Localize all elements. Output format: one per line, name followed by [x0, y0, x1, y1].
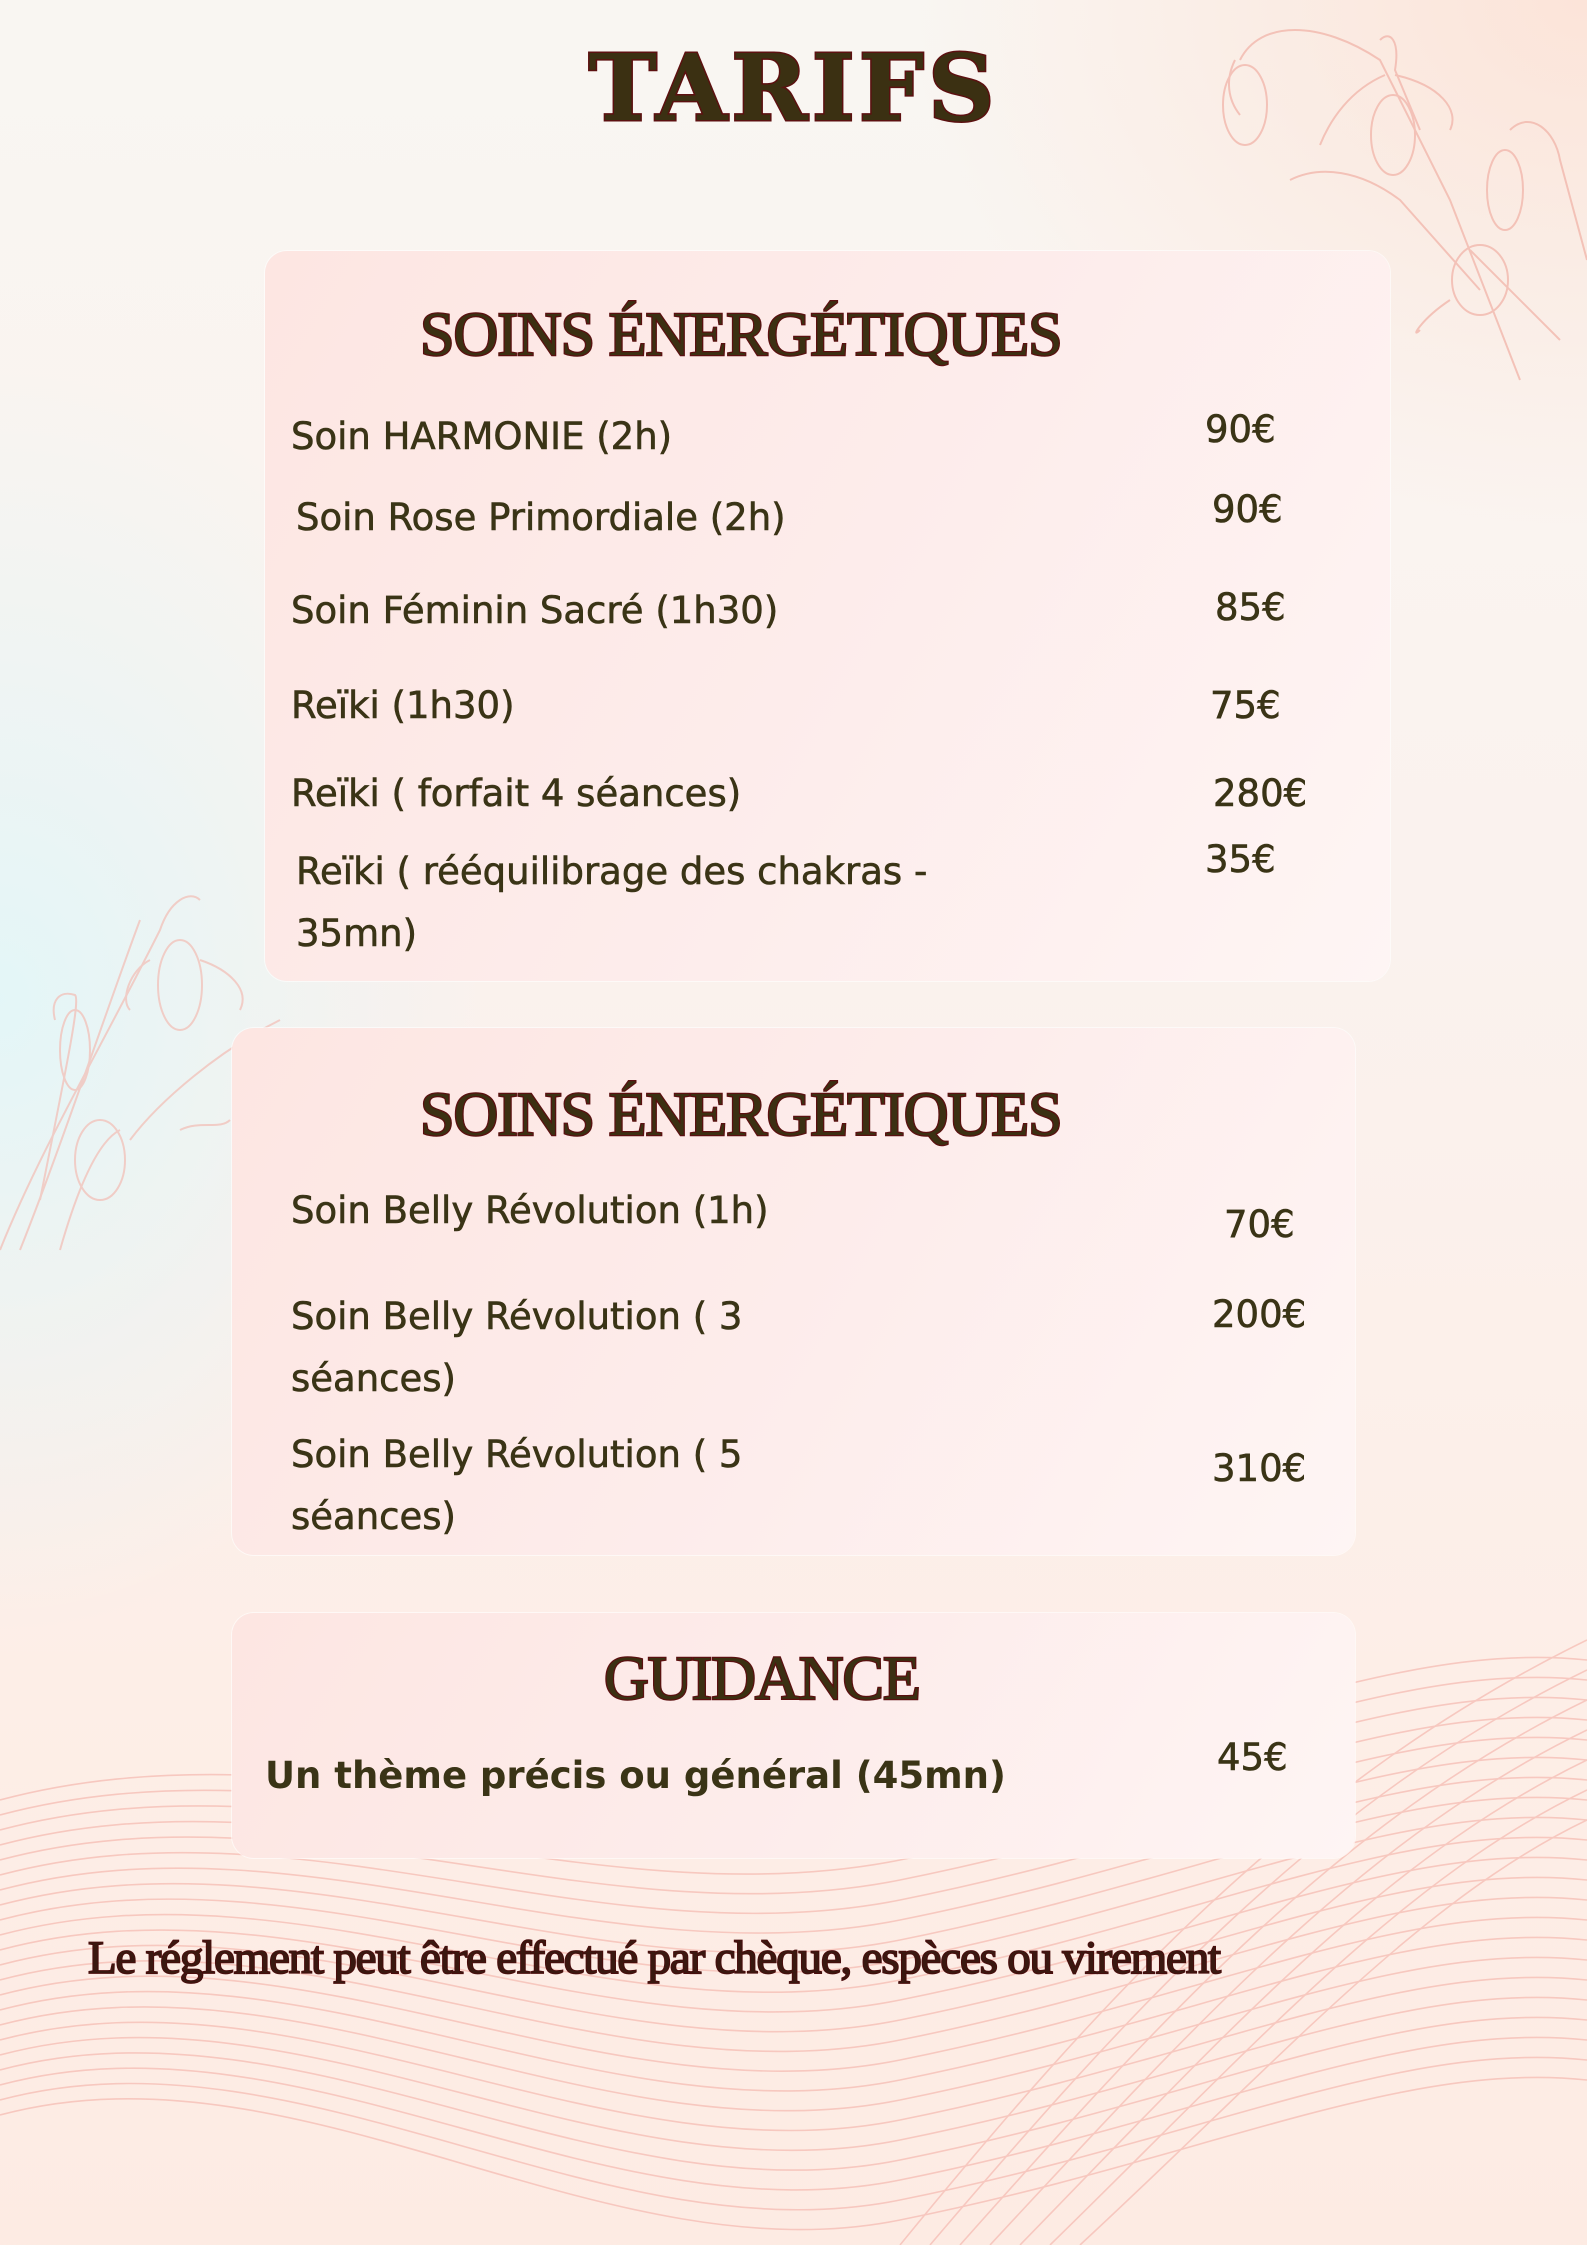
item-label: Soin Féminin Sacré (1h30) [291, 589, 779, 632]
item-price: 310€ [1212, 1447, 1307, 1490]
section-heading: SOINS ÉNERGÉTIQUES [420, 1081, 1062, 1149]
payment-methods-note: Le réglement peut être effectué par chèque, espèces ou virement [88, 1932, 1220, 1984]
item-label: Soin Belly Révolution (1h) [291, 1189, 769, 1232]
item-price: 45€ [1217, 1736, 1288, 1779]
page-title: TARIFS [588, 34, 999, 142]
item-price: 200€ [1212, 1293, 1307, 1336]
item-label: Reïki ( rééquilibrage des chakras - 35mn) [296, 850, 928, 955]
price-card-guidance [232, 1613, 1355, 1858]
item-price: 90€ [1205, 408, 1276, 451]
section-heading: SOINS ÉNERGÉTIQUES [420, 301, 1062, 369]
item-price: 75€ [1210, 684, 1281, 727]
item-price: 280€ [1213, 772, 1308, 815]
item-price: 35€ [1205, 838, 1276, 881]
item-label: Reïki ( forfait 4 séances) [291, 772, 742, 815]
item-label: Soin Belly Révolution ( 3 séances) [291, 1295, 743, 1400]
price-card-soins-energetiques-2 [232, 1028, 1355, 1555]
item-label: Soin Rose Primordiale (2h) [296, 496, 786, 539]
section-heading: GUIDANCE [604, 1645, 920, 1713]
item-label: Soin Belly Révolution ( 5 séances) [291, 1433, 743, 1538]
item-price: 90€ [1212, 488, 1283, 531]
price-card-soins-energetiques-1 [265, 251, 1390, 981]
item-price: 70€ [1224, 1203, 1295, 1246]
item-label: Un thème précis ou général (45mn) [265, 1754, 1006, 1797]
item-label: Soin HARMONIE (2h) [291, 415, 673, 458]
item-price: 85€ [1215, 586, 1286, 629]
item-label: Reïki (1h30) [291, 684, 515, 727]
